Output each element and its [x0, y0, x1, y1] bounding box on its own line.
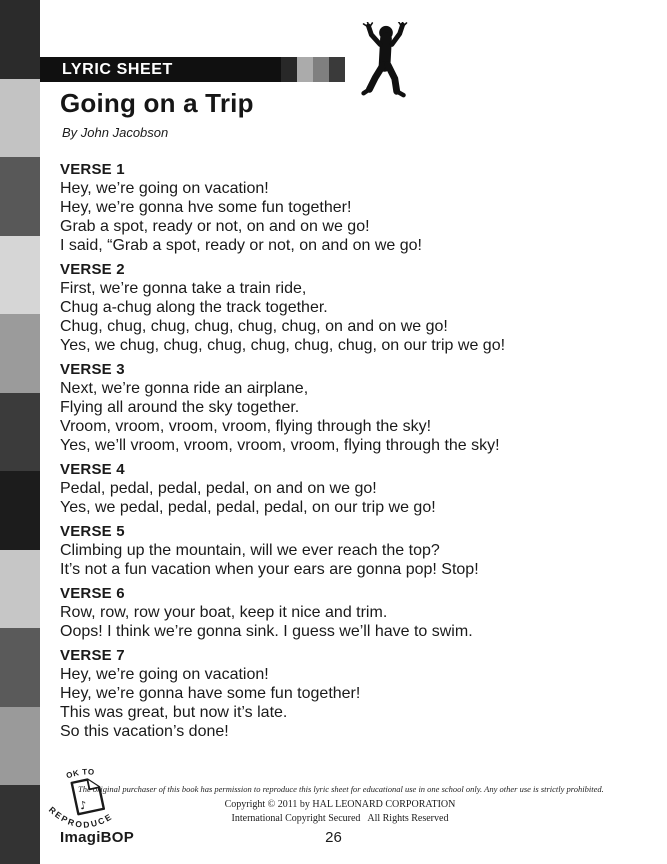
- svg-text:♪: ♪: [78, 798, 88, 813]
- verse-7: [60, 646, 650, 741]
- lyric-line: Grab a spot, ready or not, on and on we go!: [60, 218, 370, 235]
- verse-4: [60, 460, 650, 517]
- banner-label: LYRIC SHEET: [62, 61, 173, 78]
- dancing-figure-icon: [360, 22, 412, 104]
- lyric-line: I said, “Grab a spot, ready or not, on and on we go!: [60, 237, 422, 254]
- verse-heading: VERSE 1: [60, 161, 125, 178]
- lyric-line: Yes, we’ll vroom, vroom, vroom, vroom, flying through the sky!: [60, 437, 500, 454]
- lyric-line: It’s not a fun vacation when your ears are gonna pop! Stop!: [60, 561, 479, 578]
- lyric-line: Yes, we chug, chug, chug, chug, chug, chug, on our trip we go!: [60, 337, 506, 354]
- lyric-line: Climbing up the mountain, will we ever reach the top?: [60, 542, 440, 559]
- banner-segment: [329, 57, 345, 82]
- verse-heading: VERSE 3: [60, 361, 125, 378]
- lyric-line: So this vacation’s done!: [60, 723, 229, 740]
- sidebar-color-block: [0, 785, 40, 864]
- book-title: ImagiBOP: [60, 829, 135, 846]
- stamp-top-label: OK TO: [65, 767, 95, 781]
- sidebar-color-block: [0, 393, 40, 472]
- banner-segment: [313, 57, 329, 82]
- lyric-line: Row, row, row your boat, keep it nice and trim.: [60, 604, 388, 621]
- lyric-line: Flying all around the sky together.: [60, 399, 300, 416]
- copyright-line-2: International Copyright Secured All Rights Reserved: [231, 813, 449, 824]
- sidebar-color-block: [0, 157, 40, 236]
- verse-heading: VERSE 6: [60, 585, 125, 602]
- sidebar-color-block: [0, 471, 40, 550]
- verse-1: [60, 160, 650, 255]
- lyric-line: Hey, we’re going on vacation!: [60, 180, 269, 197]
- lyric-line: Pedal, pedal, pedal, pedal, on and on we go!: [60, 480, 377, 497]
- sidebar-color-block: [0, 628, 40, 707]
- byline: By John Jacobson: [62, 125, 169, 140]
- sidebar-color-block: [0, 550, 40, 629]
- stamp-bottom-label: REPRODUCE: [46, 804, 115, 830]
- verse-heading: VERSE 2: [60, 261, 125, 278]
- svg-text:OK TO: [65, 767, 95, 780]
- sidebar-color-strip: [0, 0, 40, 864]
- lyric-line: This was great, but now it’s late.: [60, 704, 288, 721]
- lyric-line: Next, we’re gonna ride an airplane,: [60, 380, 309, 397]
- verse-5: [60, 522, 650, 579]
- sidebar-color-block: [0, 314, 40, 393]
- lyric-line: Oops! I think we’re gonna sink. I guess we’ll have to swim.: [60, 623, 473, 640]
- verses-section: [60, 160, 650, 741]
- banner-segment: [281, 57, 297, 82]
- copyright-line-1: Copyright © 2011 by HAL LEONARD CORPORATION: [224, 799, 456, 810]
- permission-notice: The original purchaser of this book has permission to reproduce this lyric sheet for educational use in one school only. Any other use is strictly prohibited.: [78, 784, 604, 794]
- sidebar-color-block: [0, 707, 40, 786]
- lyric-line: Hey, we’re gonna have some fun together!: [60, 685, 361, 702]
- lyric-sheet-banner: [40, 57, 345, 82]
- lyric-line: Chug a-chug along the track together.: [60, 299, 328, 316]
- banner-segment: [297, 57, 313, 82]
- verse-heading: VERSE 7: [60, 647, 125, 664]
- song-title: Going on a Trip: [60, 88, 254, 118]
- banner-gray-segments: [281, 57, 345, 82]
- lyric-line: Vroom, vroom, vroom, vroom, flying through the sky!: [60, 418, 432, 435]
- lyric-line: Yes, we pedal, pedal, pedal, pedal, on our trip we go!: [60, 499, 436, 516]
- verse-heading: VERSE 5: [60, 523, 125, 540]
- sidebar-color-block: [0, 79, 40, 158]
- verse-heading: VERSE 4: [60, 461, 125, 478]
- sidebar-color-block: [0, 0, 40, 79]
- sidebar-color-block: [0, 236, 40, 315]
- lyric-line: Hey, we’re gonna hve some fun together!: [60, 199, 352, 216]
- verse-3: [60, 360, 650, 455]
- lyric-line: First, we’re gonna take a train ride,: [60, 280, 307, 297]
- verse-2: [60, 260, 650, 355]
- lyric-line: Hey, we’re going on vacation!: [60, 666, 269, 683]
- page-number: 26: [325, 829, 342, 846]
- verse-6: [60, 584, 650, 641]
- lyric-line: Chug, chug, chug, chug, chug, chug, on and on we go!: [60, 318, 448, 335]
